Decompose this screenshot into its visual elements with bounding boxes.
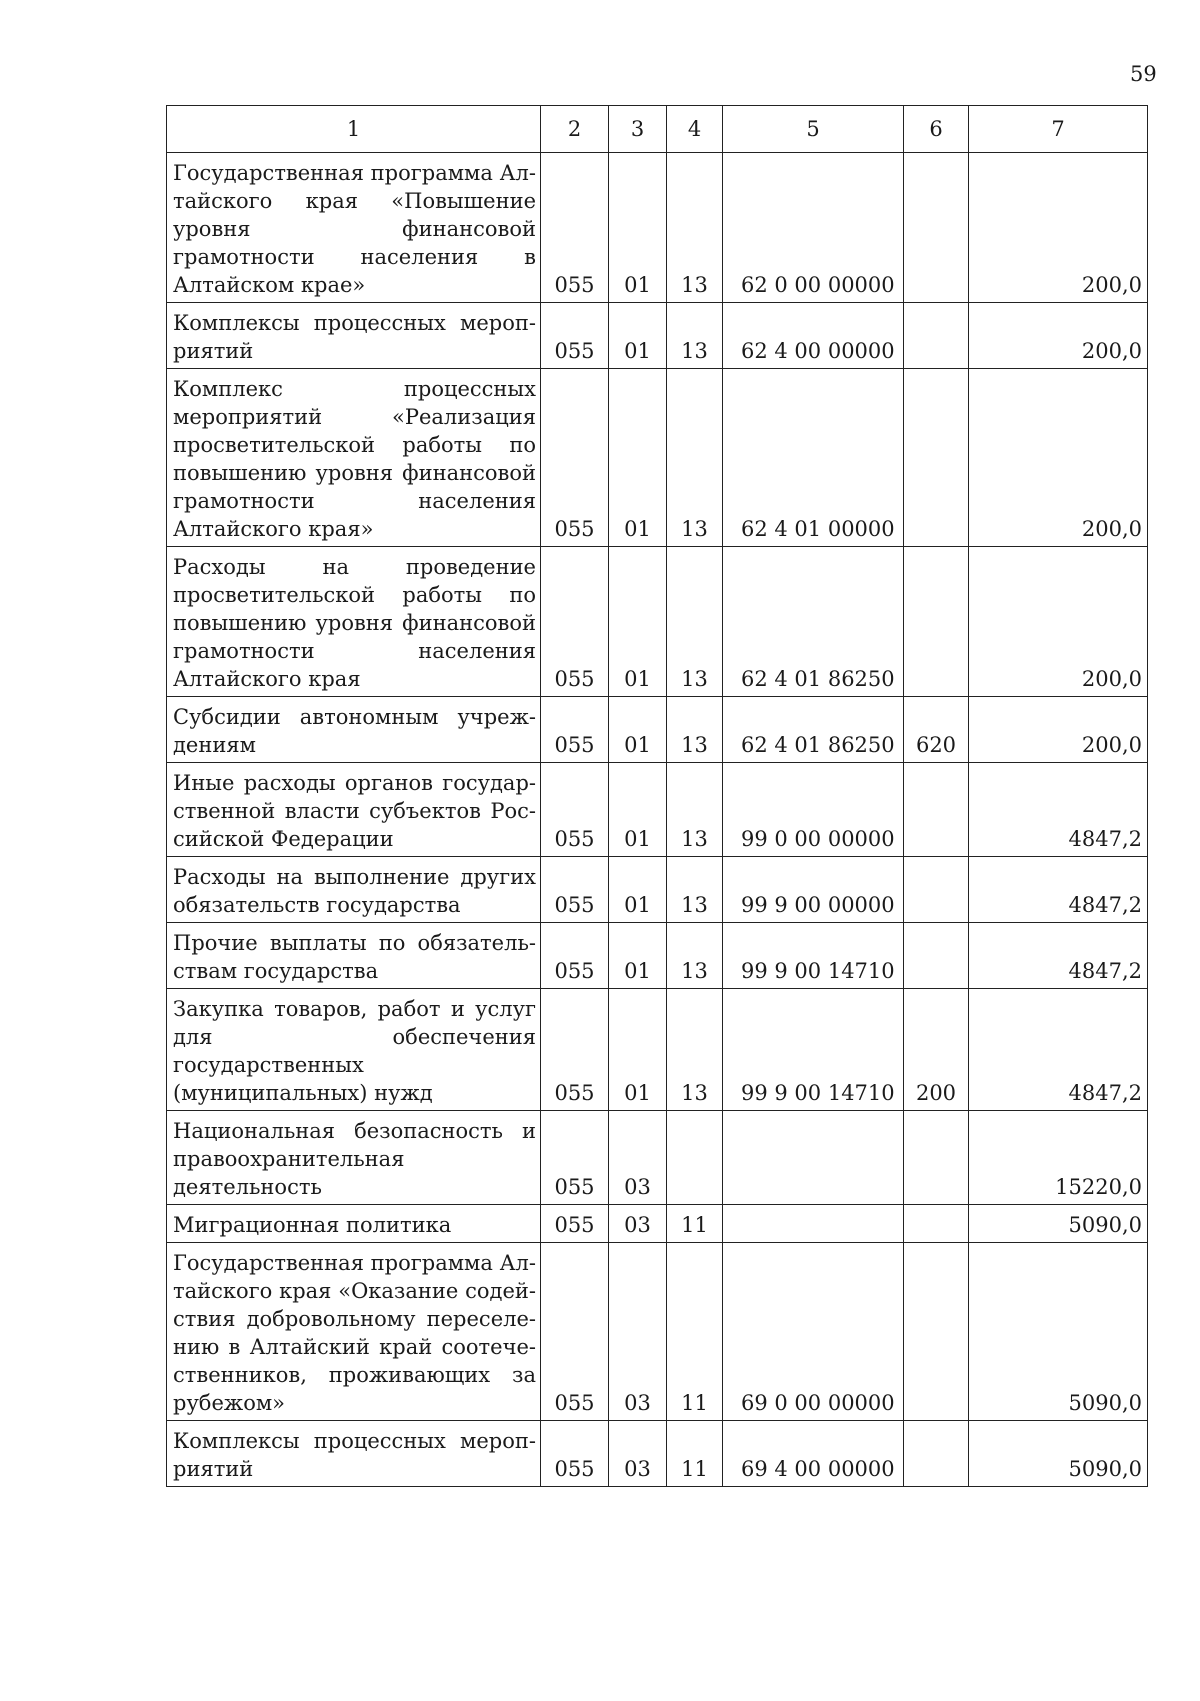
header-cell: 2	[541, 106, 609, 153]
row-target-article-cell: 99 9 00 14710	[723, 989, 904, 1111]
row-expense-type-cell: 200	[904, 989, 969, 1111]
header-cell: 7	[969, 106, 1148, 153]
table-row	[167, 303, 1148, 369]
row-section-cell: 01	[609, 763, 667, 857]
row-expense-type-cell	[904, 1243, 969, 1421]
row-subsection-cell: 11	[667, 1205, 723, 1243]
row-subsection-cell: 13	[667, 697, 723, 763]
row-name-cell: Миграционная политика	[167, 1205, 541, 1243]
row-admin-code-cell: 055	[541, 1421, 609, 1487]
row-amount-cell: 4847,2	[969, 923, 1148, 989]
row-expense-type-cell	[904, 923, 969, 989]
row-admin-code-cell: 055	[541, 1243, 609, 1421]
row-section-cell: 01	[609, 303, 667, 369]
row-expense-type-cell	[904, 1111, 969, 1205]
row-section-cell: 01	[609, 547, 667, 697]
row-amount-cell: 4847,2	[969, 763, 1148, 857]
row-target-article-cell: 99 9 00 14710	[723, 923, 904, 989]
row-target-article-cell: 69 4 00 00000	[723, 1421, 904, 1487]
row-subsection-cell: 13	[667, 153, 723, 303]
row-name-cell: Расходы на проведение просветительской работы по повышению уровня финансовой грамотности населения Алтайского края	[167, 547, 541, 697]
header-cell: 3	[609, 106, 667, 153]
row-section-cell: 03	[609, 1421, 667, 1487]
row-section-cell: 03	[609, 1243, 667, 1421]
table-row	[167, 1243, 1148, 1421]
row-section-cell: 01	[609, 369, 667, 547]
row-amount-cell: 5090,0	[969, 1421, 1148, 1487]
row-expense-type-cell: 620	[904, 697, 969, 763]
table-row	[167, 923, 1148, 989]
row-subsection-cell	[667, 1111, 723, 1205]
table-row	[167, 697, 1148, 763]
row-section-cell: 01	[609, 989, 667, 1111]
row-amount-cell: 5090,0	[969, 1243, 1148, 1421]
table-row	[167, 1111, 1148, 1205]
page-number: 59	[1130, 62, 1157, 86]
row-name-cell: Национальная безопасность и правоохранительная деятельность	[167, 1111, 541, 1205]
row-name-cell: Прочие выплаты по обязательствам государства	[167, 923, 541, 989]
row-admin-code-cell: 055	[541, 989, 609, 1111]
row-admin-code-cell: 055	[541, 1205, 609, 1243]
row-target-article-cell: 99 9 00 00000	[723, 857, 904, 923]
row-expense-type-cell	[904, 547, 969, 697]
row-subsection-cell: 13	[667, 369, 723, 547]
row-admin-code-cell: 055	[541, 369, 609, 547]
row-target-article-cell: 62 4 01 00000	[723, 369, 904, 547]
budget-table	[166, 105, 1148, 1487]
table-row	[167, 369, 1148, 547]
row-subsection-cell: 11	[667, 1421, 723, 1487]
row-amount-cell: 200,0	[969, 153, 1148, 303]
row-admin-code-cell: 055	[541, 547, 609, 697]
row-name-cell: Государственная программа Алтайского края «Повышение уровня финансовой грамотности населения в Алтайском крае»	[167, 153, 541, 303]
row-admin-code-cell: 055	[541, 923, 609, 989]
row-amount-cell: 4847,2	[969, 989, 1148, 1111]
row-name-cell: Комплекс процессных мероприятий «Реализация просветительской работы по повышению уровня финансовой грамотности населения Алтайского края»	[167, 369, 541, 547]
header-cell: 1	[167, 106, 541, 153]
table-row	[167, 1421, 1148, 1487]
row-section-cell: 01	[609, 697, 667, 763]
row-amount-cell: 15220,0	[969, 1111, 1148, 1205]
row-section-cell: 01	[609, 153, 667, 303]
row-name-cell: Закупка товаров, работ и услуг для обеспечения государственных (муниципальных) нужд	[167, 989, 541, 1111]
row-target-article-cell	[723, 1205, 904, 1243]
row-subsection-cell: 13	[667, 923, 723, 989]
table-row	[167, 989, 1148, 1111]
table-row	[167, 763, 1148, 857]
row-subsection-cell: 13	[667, 857, 723, 923]
table-row	[167, 153, 1148, 303]
row-admin-code-cell: 055	[541, 153, 609, 303]
row-amount-cell: 4847,2	[969, 857, 1148, 923]
row-subsection-cell: 13	[667, 989, 723, 1111]
row-section-cell: 03	[609, 1205, 667, 1243]
row-target-article-cell: 62 0 00 00000	[723, 153, 904, 303]
row-admin-code-cell: 055	[541, 697, 609, 763]
row-target-article-cell	[723, 1111, 904, 1205]
row-name-cell: Расходы на выполнение других обязательств государства	[167, 857, 541, 923]
row-expense-type-cell	[904, 857, 969, 923]
table-row	[167, 1205, 1148, 1243]
row-name-cell: Комплексы процессных мероприятий	[167, 303, 541, 369]
row-target-article-cell: 62 4 00 00000	[723, 303, 904, 369]
row-subsection-cell: 13	[667, 763, 723, 857]
row-target-article-cell: 99 0 00 00000	[723, 763, 904, 857]
row-name-cell: Комплексы процессных мероприятий	[167, 1421, 541, 1487]
row-name-cell: Субсидии автономным учреждениям	[167, 697, 541, 763]
row-name-cell: Иные расходы органов государственной власти субъектов Российской Федерации	[167, 763, 541, 857]
row-amount-cell: 200,0	[969, 697, 1148, 763]
row-subsection-cell: 11	[667, 1243, 723, 1421]
row-name-cell: Государственная программа Алтайского края «Оказание содействия добровольному переселению в Алтайский край соотечественников, проживающих за рубежом»	[167, 1243, 541, 1421]
row-expense-type-cell	[904, 369, 969, 547]
row-expense-type-cell	[904, 153, 969, 303]
row-section-cell: 01	[609, 923, 667, 989]
row-admin-code-cell: 055	[541, 763, 609, 857]
row-subsection-cell: 13	[667, 547, 723, 697]
table-row	[167, 857, 1148, 923]
row-expense-type-cell	[904, 763, 969, 857]
header-cell: 5	[723, 106, 904, 153]
header-cell: 4	[667, 106, 723, 153]
row-expense-type-cell	[904, 303, 969, 369]
row-target-article-cell: 69 0 00 00000	[723, 1243, 904, 1421]
table-header-row	[167, 106, 1148, 153]
row-amount-cell: 200,0	[969, 547, 1148, 697]
row-expense-type-cell	[904, 1421, 969, 1487]
row-target-article-cell: 62 4 01 86250	[723, 697, 904, 763]
row-admin-code-cell: 055	[541, 303, 609, 369]
row-admin-code-cell: 055	[541, 857, 609, 923]
row-amount-cell: 200,0	[969, 303, 1148, 369]
row-amount-cell: 5090,0	[969, 1205, 1148, 1243]
row-admin-code-cell: 055	[541, 1111, 609, 1205]
row-section-cell: 01	[609, 857, 667, 923]
row-expense-type-cell	[904, 1205, 969, 1243]
header-cell: 6	[904, 106, 969, 153]
row-amount-cell: 200,0	[969, 369, 1148, 547]
table-row	[167, 547, 1148, 697]
row-subsection-cell: 13	[667, 303, 723, 369]
row-target-article-cell: 62 4 01 86250	[723, 547, 904, 697]
row-section-cell: 03	[609, 1111, 667, 1205]
